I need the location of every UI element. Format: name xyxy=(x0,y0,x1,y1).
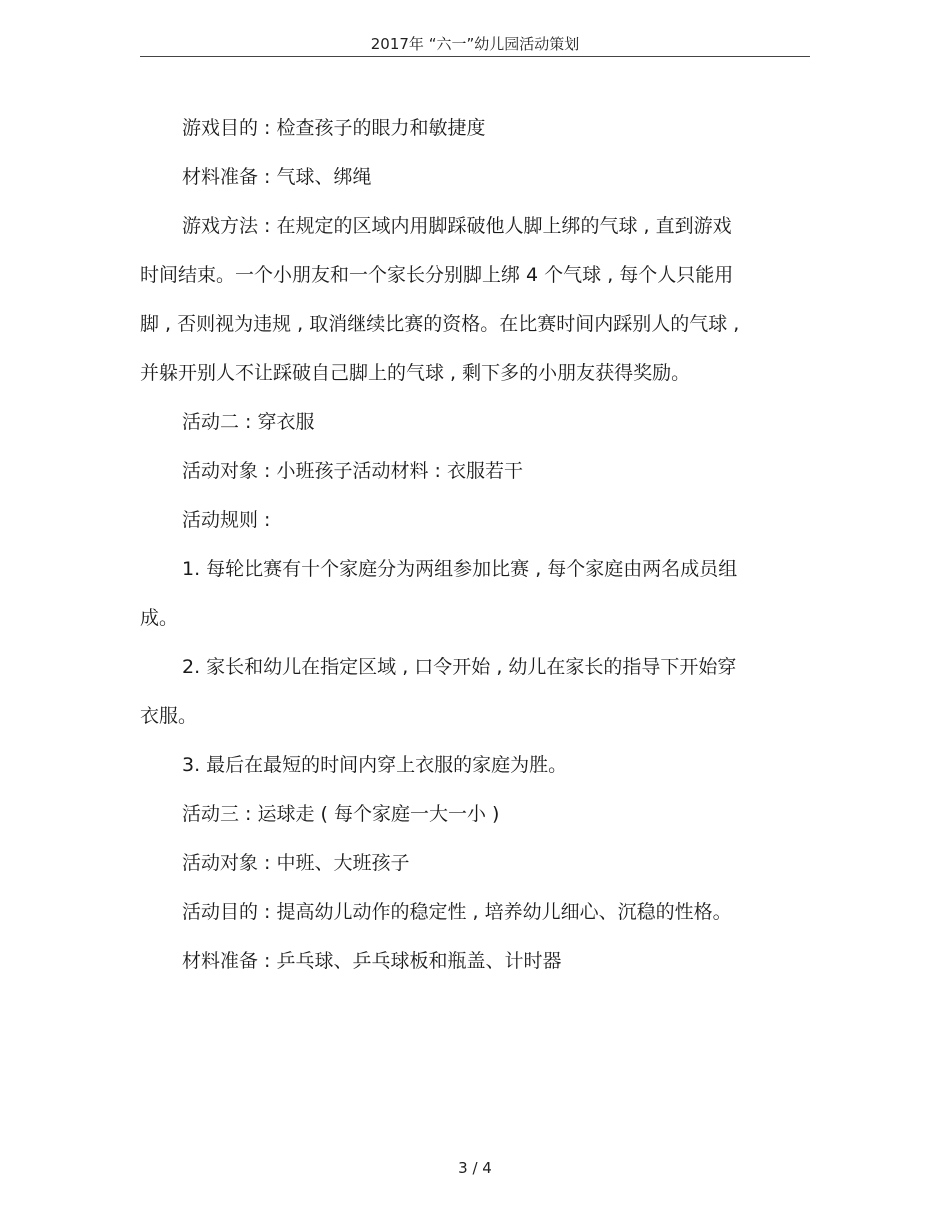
rule-item-2-cont: 衣服。 xyxy=(140,705,198,727)
header-divider xyxy=(140,56,810,57)
text-line-game-purpose: 游戏目的 : 检查孩子的眼力和敏捷度 xyxy=(182,117,486,139)
page-header: 2017年 “六一”幼儿园活动策划 xyxy=(370,35,580,53)
text-line-activity-three-target: 活动对象 : 中班、大班孩子 xyxy=(182,852,410,874)
activity-two-heading: 活动二 : 穿衣服 xyxy=(182,411,315,433)
rule-item-1-cont: 成。 xyxy=(140,607,179,629)
text-line-activity-target: 活动对象 : 小班孩子活动材料 : 衣服若干 xyxy=(182,460,523,482)
rule-item-1: 1. 每轮比赛有十个家庭分为两组参加比赛 , 每个家庭由两名成员组 xyxy=(182,558,738,580)
text-line-activity-rules: 活动规则 : xyxy=(182,509,271,531)
text-line-game-method: 游戏方法 : 在规定的区域内用脚踩破他人脚上绑的气球 , 直到游戏 xyxy=(182,215,732,237)
text-line-activity-three-purpose: 活动目的 : 提高幼儿动作的稳定性 , 培养幼儿细心、沉稳的性格。 xyxy=(182,901,732,923)
rule-item-2: 2. 家长和幼儿在指定区域 , 口令开始 , 幼儿在家长的指导下开始穿 xyxy=(182,656,737,678)
text-line-activity-three-materials: 材料准备 : 乒乓球、乒乓球板和瓶盖、计时器 xyxy=(182,950,562,972)
activity-three-heading: 活动三 : 运球走 ( 每个家庭一大一小 ) xyxy=(182,803,500,825)
text-line-game-method-cont-1: 时间结束。一个小朋友和一个家长分别脚上绑 4 个气球 , 每个人只能用 xyxy=(140,264,734,286)
text-line-game-method-cont-2: 脚 , 否则视为违规 , 取消继续比赛的资格。在比赛时间内踩别人的气球 , xyxy=(140,313,740,335)
text-line-materials: 材料准备 : 气球、绑绳 xyxy=(182,166,372,188)
page-number: 3 / 4 xyxy=(458,1159,492,1177)
text-line-game-method-cont-3: 并躲开别人不让踩破自己脚上的气球 , 剩下多的小朋友获得奖励。 xyxy=(140,362,691,384)
rule-item-3: 3. 最后在最短的时间内穿上衣服的家庭为胜。 xyxy=(182,754,568,776)
